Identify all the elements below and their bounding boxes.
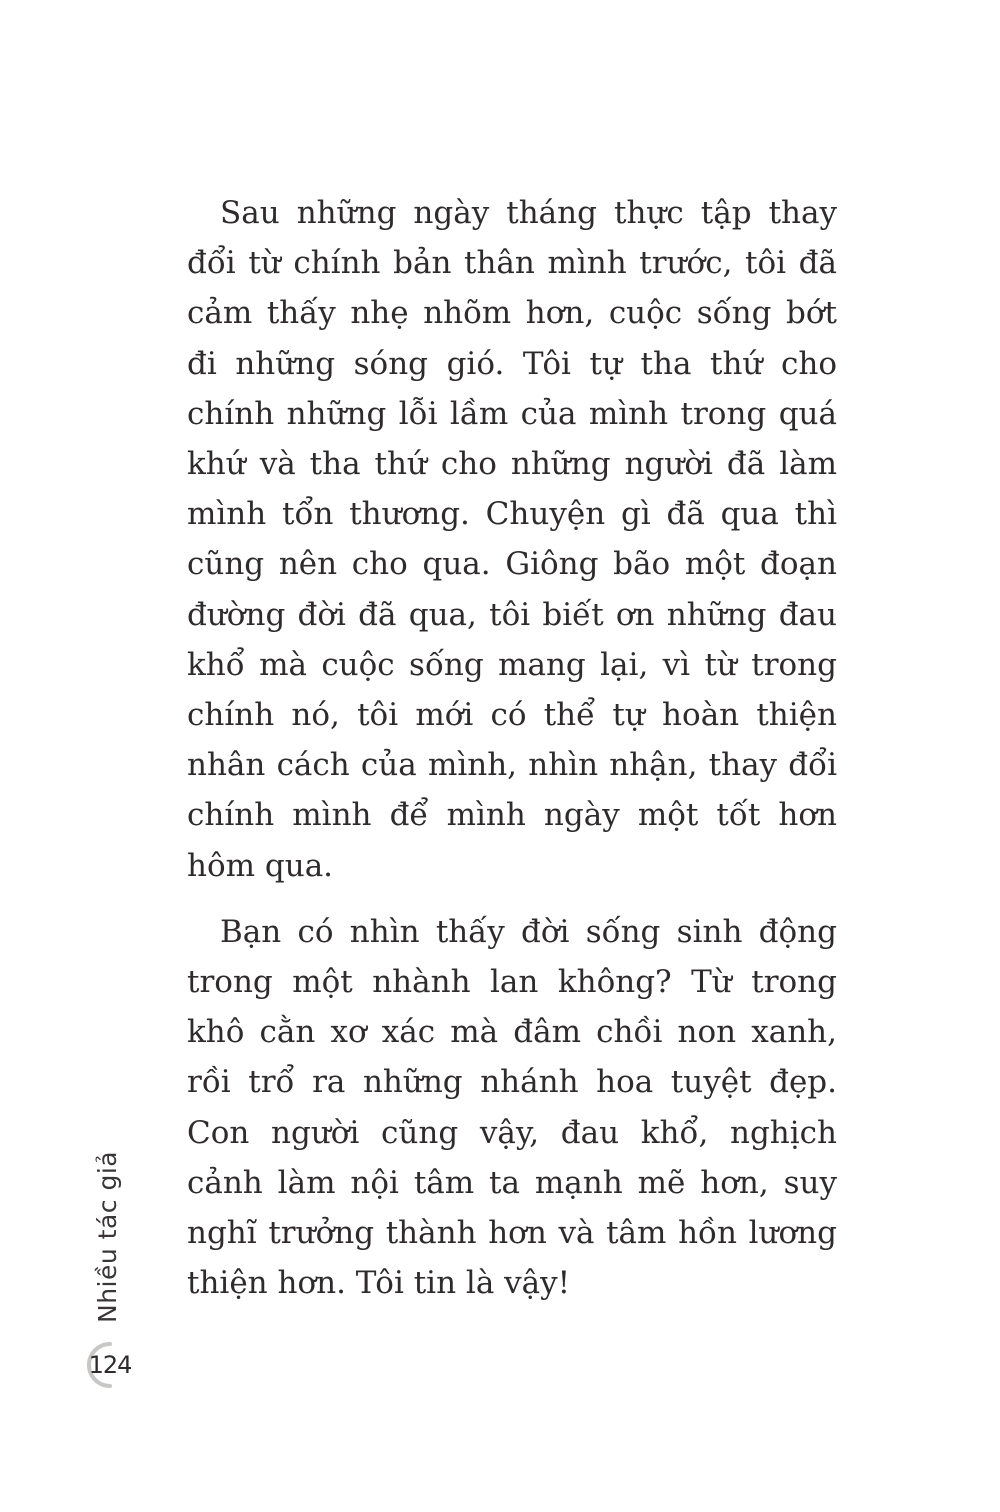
page-number: 124 [88, 1351, 132, 1379]
paragraph-1: Sau những ngày tháng thực tập thay đổi từ chính bản thân mình trước, tôi đã cảm thấy nhẹ nhõm hơn, cuộc sống bớt đi những sóng gió. Tôi tự tha thứ cho chính những lỗi lầm của mình trong quá khứ và tha thứ cho những người đã làm mình tổn thương. Chuyện gì đã qua thì cũng nên cho qua. Giông bão một đoạn đường đời đã qua, tôi biết ơn những đau khổ mà cuộc sống mang lại, vì từ trong chính nó, tôi mới có thể tự hoàn thiện nhân cách của mình, nhìn nhận, thay đổi chính mình để mình ngày một tốt hơn hôm qua. [187, 195, 837, 884]
page-number-badge [84, 1341, 132, 1389]
paragraph-2: Bạn có nhìn thấy đời sống sinh động trong một nhành lan không? Từ trong khô cằn xơ xác mà đâm chồi non xanh, rồi trổ ra những nhánh hoa tuyệt đẹp. Con người cũng vậy, đau khổ, nghịch cảnh làm nội tâm ta mạnh mẽ hơn, suy nghĩ trưởng thành hơn và tâm hồn lương thiện hơn. Tôi tin là vậy! [187, 913, 837, 1302]
author-label: Nhiều tác giả [93, 1150, 122, 1323]
body-text [187, 188, 837, 1308]
